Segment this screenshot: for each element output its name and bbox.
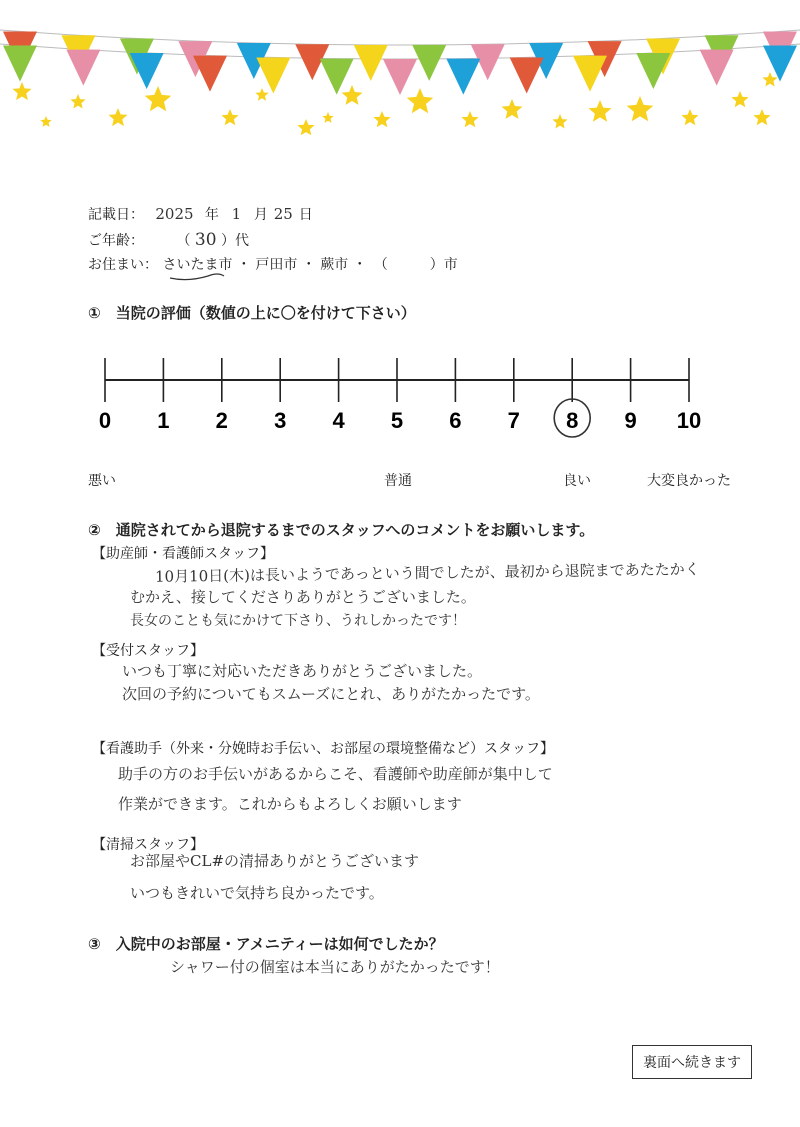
scale-label-bad: 悪い [88,473,116,489]
star-icon [322,112,333,123]
scale-number: 7 [507,408,520,433]
date-field [88,204,313,224]
bunting-flag [3,45,37,81]
rating-scale [90,350,710,440]
date-month: 1 [231,205,242,223]
star-icon [145,86,172,111]
scale-label-very-good: 大変良かった [647,473,731,489]
scale-number: 4 [332,408,345,433]
bunting-flag [763,45,797,81]
star-icon [407,88,434,113]
star-icon [502,99,523,119]
scale-number: 8 [566,408,579,433]
comment-midwife-line2: むかえ、接してくださりありがとうございました。 [130,588,476,606]
star-icon [552,114,567,129]
comment-cleaning-line1: お部屋やCL#の清掃ありがとうございます [130,852,420,870]
date-year-unit: 年 [204,207,219,223]
star-icon [753,109,770,125]
bunting-string [0,30,800,45]
age-close-paren: ）代 [221,233,249,249]
comment-assistant-line2: 作業ができます。これからもよろしくお願いします [118,795,462,813]
section3-title: ③ 入院中のお部屋・アメニティーは如何でしたか？ [88,935,444,953]
section3-answer: シャワー付の個室は本当にありがたかったです！ [170,958,500,976]
date-label: 記載日： [88,207,144,223]
group-heading-cleaning: 【清掃スタッフ】 [92,837,204,853]
residence-field [88,254,458,274]
date-day-unit: 日 [298,207,313,223]
bunting-flag [383,59,417,95]
star-icon [297,119,314,135]
scale-label-normal: 普通 [384,473,412,489]
comment-midwife-line1: 10月10日(木)は長いようであっという間でしたが、最初から退院まであたたかく [154,560,700,586]
star-icon [681,109,698,125]
bunting-flag [66,50,100,86]
scale-number: 10 [676,408,702,433]
scale-number: 3 [274,408,287,433]
residence-options: さいたま市 ・ 戸田市 ・ 蕨市 ・ （ ）市 [162,257,458,273]
star-icon [342,85,363,105]
age-value: 30 [194,230,217,250]
star-icon [731,91,748,107]
bunting-flag [700,50,734,86]
group-heading-assistant: 【看護助手（外来・分娩時お手伝い、お部屋の環境整備など）スタッフ】 [92,741,554,757]
star-icon [13,82,32,100]
date-month-unit: 月 [253,207,268,223]
star-icon [109,108,128,126]
star-icon [461,111,478,127]
bunting-flag [446,59,480,95]
bunting-flag [320,59,354,95]
age-field [88,230,249,250]
star-icon [221,109,238,125]
scale-number: 0 [98,408,112,433]
star-icon [589,100,612,122]
group-heading-reception: 【受付スタッフ】 [92,643,204,659]
bunting-string [0,44,800,59]
star-icon [40,116,51,127]
residence-selected-mark [168,264,228,284]
bunting-flag [412,45,446,81]
age-open-paren: （ [176,233,191,249]
scale-number: 9 [624,408,637,433]
bunting-banner [0,0,800,160]
bunting-flag [354,45,388,81]
star-icon [70,94,85,109]
bunting-flag [256,57,290,93]
comment-reception-line1: いつも丁寧に対応いただきありがとうございました。 [122,662,483,680]
bunting-flag [130,53,164,89]
date-year: 2025 [155,205,194,223]
age-label: ご年齢： [88,233,144,249]
bunting-flag [573,56,607,92]
comment-assistant-line1: 助手の方のお手伝いがあるからこそ、看護師や助産師が集中して [118,765,553,783]
bunting-flag [636,53,670,89]
star-icon [255,88,268,101]
group-heading-midwife-nurse: 【助産師・看護師スタッフ】 [92,546,274,562]
comment-midwife-line3: 長女のことも気にかけて下さり、うれしかったです！ [130,613,466,629]
scale-number: 2 [215,408,228,433]
residence-label: お住まい： [88,257,158,273]
continue-on-back-box: 裏面へ続きます [632,1045,752,1079]
date-day: 25 [273,205,293,223]
scale-number: 6 [449,408,462,433]
comment-reception-line2: 次回の予約についてもスムーズにとれ、ありがたかったです。 [122,685,540,703]
star-icon [373,111,390,127]
section2-title: ② 通院されてから退院するまでのスタッフへのコメントをお願いします。 [88,521,595,539]
star-icon [627,96,654,121]
comment-cleaning-line2: いつもきれいで気持ち良かったです。 [130,884,384,902]
bunting-flag [193,56,227,92]
scale-label-good: 良い [563,473,591,489]
section1-title: ① 当院の評価（数値の上に〇を付けて下さい） [88,304,416,322]
scale-number: 1 [157,408,170,433]
bunting-flag [510,57,544,93]
scale-number: 5 [390,408,404,433]
star-icon [762,72,777,87]
